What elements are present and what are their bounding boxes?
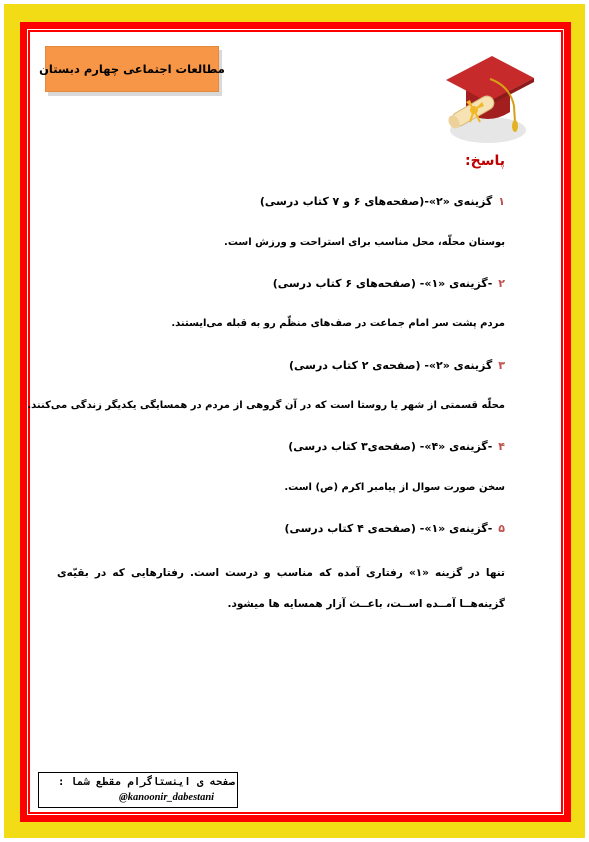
question-1-option: گزینه‌ی «۲»-(صفحه‌های ۶ و ۷ کتاب درسی) bbox=[259, 195, 493, 208]
page-title: مطالعات اجتماعی چهارم دبستان bbox=[39, 62, 225, 76]
question-5 bbox=[284, 522, 505, 535]
question-4-number: ۴ bbox=[498, 440, 505, 453]
answer-4: سخن صورت سوال از پیامبر اکرم (ص) است. bbox=[284, 482, 505, 493]
page-content bbox=[27, 32, 561, 812]
question-5-option: -گزینه‌ی «۱»- (صفحه‌ی ۴ کتاب درسی) bbox=[284, 522, 493, 535]
instagram-handle[interactable]: @kanoonir_dabestani bbox=[119, 792, 215, 803]
question-1-number: ۱ bbox=[498, 195, 505, 208]
question-2-number: ۲ bbox=[498, 277, 505, 290]
graduation-cap-diploma-icon bbox=[440, 42, 536, 146]
question-3 bbox=[289, 359, 505, 372]
answer-heading: پاسخ: bbox=[465, 153, 505, 169]
question-1 bbox=[260, 195, 505, 208]
answer-3: محلّه قسمتی از شهر یا روستا است که در آن گروهی از مردم در همسایگی یکدیگر زندگی می‌کنند. bbox=[27, 400, 505, 411]
question-3-option: گزینه‌ی «۲»- (صفحه‌ی ۲ کتاب درسی) bbox=[289, 359, 493, 372]
question-3-number: ۳ bbox=[498, 359, 505, 372]
instagram-caption: صفحه ی اینستاگرام مقطع شما : bbox=[57, 776, 235, 788]
question-5-number: ۵ bbox=[498, 522, 505, 535]
answer-1: بوستان محلّه، محل مناسب برای استراحت و ورزش است. bbox=[224, 237, 505, 248]
answer-5: تنها در گزینه «۱» رفتاری آمده که مناسب و درست است. رفتارهایی که در بقیّه‌ی گزینه‌هــا آمــده اســت، باعــث آزار همسایه ها میشود. bbox=[57, 567, 505, 610]
question-4 bbox=[288, 440, 505, 453]
instagram-footer-box bbox=[38, 772, 238, 808]
question-2 bbox=[273, 277, 505, 290]
answer-2: مردم پشت سر امام جماعت در صف‌های منظّم رو به قبله می‌ایستند. bbox=[171, 318, 505, 329]
question-4-option: -گزینه‌ی «۴»- (صفحه‌ی۳ کتاب درسی) bbox=[288, 440, 493, 453]
title-box bbox=[39, 46, 225, 92]
question-2-option: -گزینه‌ی «۱»- (صفحه‌های ۶ کتاب درسی) bbox=[272, 277, 493, 290]
